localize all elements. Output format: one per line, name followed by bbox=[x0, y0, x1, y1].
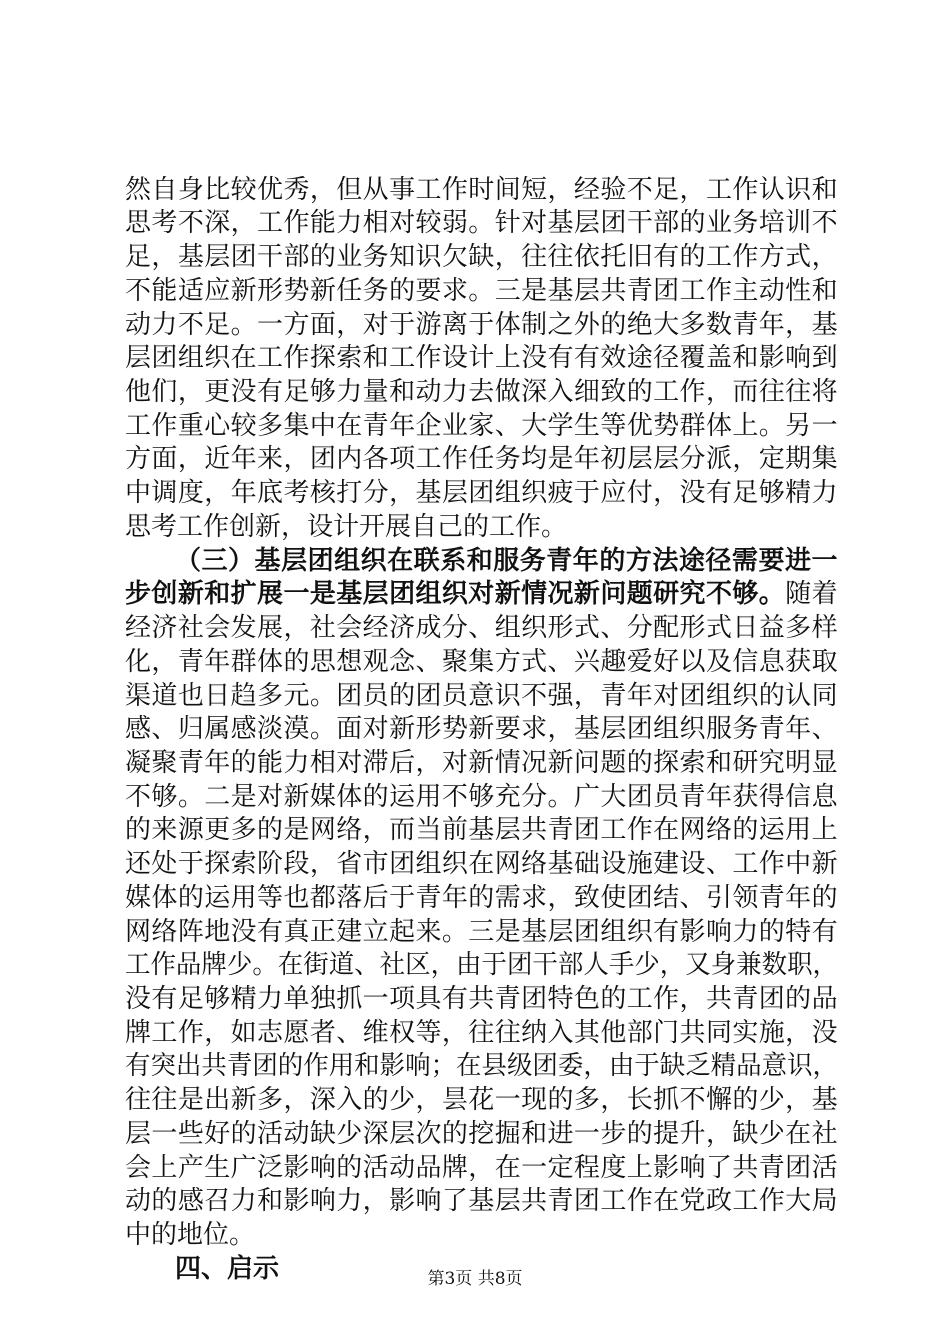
body-line-19: 还处于探索阶段，省市团组织在网络基础设施建设、工作中新 bbox=[125, 849, 839, 879]
body-line-6: 层团组织在工作探索和工作设计上没有有效途径覆盖和影响到 bbox=[125, 343, 839, 373]
body-line-25: 有突出共青团的作用和影响；在县级团委，由于缺乏精品意识， bbox=[125, 1051, 839, 1081]
section-heading-normal-text: 随着 bbox=[785, 579, 839, 609]
body-line-3: 足，基层团干部的业务知识欠缺，往往依托旧有的工作方式， bbox=[125, 242, 839, 272]
body-line-13: 化，青年群体的思想观念、聚集方式、兴趣爱好以及信息获取 bbox=[125, 647, 839, 677]
body-line-30: 中的地位。 bbox=[125, 1220, 256, 1250]
body-line-18: 的来源更多的是网络，而当前基层共青团工作在网络的运用上 bbox=[125, 815, 839, 845]
body-line-11: 思考工作创新，设计开展自己的工作。 bbox=[125, 512, 568, 542]
page-footer: 第3页 共8页 bbox=[427, 1269, 523, 1289]
section-heading-four: 四、启示 bbox=[175, 1254, 280, 1284]
body-line-24: 牌工作，如志愿者、维权等，往往纳入其他部门共同实施，没 bbox=[125, 1018, 839, 1048]
body-line-20: 媒体的运用等也都落后于青年的需求，致使团结、引领青年的 bbox=[125, 883, 839, 913]
body-line-23: 没有足够精力单独抓一项具有共青团特色的工作，共青团的品 bbox=[125, 984, 839, 1014]
section-heading-line-1: （三）基层团组织在联系和服务青年的方法途径需要进一 bbox=[175, 546, 839, 576]
body-line-1: 然自身比较优秀，但从事工作时间短，经验不足，工作认识和 bbox=[125, 175, 839, 205]
body-line-14: 渠道也日趋多元。团员的团员意识不强，青年对团组织的认同 bbox=[125, 681, 839, 711]
section-heading-line-2 bbox=[125, 577, 838, 611]
body-line-9: 方面，近年来，团内各项工作任务均是年初层层分派，定期集 bbox=[125, 444, 839, 474]
body-line-12: 经济社会发展，社会经济成分、组织形式、分配形式日益多样 bbox=[125, 613, 839, 643]
body-line-15: 感、归属感淡漠。面对新形势新要求，基层团组织服务青年、 bbox=[125, 714, 839, 744]
body-line-27: 层一些好的活动缺少深层次的挖掘和进一步的提升，缺少在社 bbox=[125, 1119, 839, 1149]
body-line-21: 网络阵地没有真正建立起来。三是基层团组织有影响力的特有 bbox=[125, 917, 839, 947]
body-line-5: 动力不足。一方面，对于游离于体制之外的绝大多数青年，基 bbox=[125, 310, 839, 340]
body-line-22: 工作品牌少。在街道、社区，由于团干部人手少，又身兼数职， bbox=[125, 950, 839, 980]
body-line-7: 他们，更没有足够力量和动力去做深入细致的工作，而往往将 bbox=[125, 377, 839, 407]
body-line-16: 凝聚青年的能力相对滞后，对新情况新问题的探索和研究明显 bbox=[125, 748, 839, 778]
section-heading-bold-text: 步创新和扩展一是基层团组织对新情况新问题研究不够。 bbox=[125, 579, 786, 609]
body-line-29: 动的感召力和影响力，影响了基层共青团工作在党政工作大局 bbox=[125, 1186, 839, 1216]
body-line-26: 往往是出新多，深入的少，昙花一现的多，长抓不懈的少，基 bbox=[125, 1085, 839, 1115]
body-line-2: 思考不深，工作能力相对较弱。针对基层团干部的业务培训不 bbox=[125, 208, 839, 238]
body-line-4: 不能适应新形势新任务的要求。三是基层共青团工作主动性和 bbox=[125, 276, 839, 306]
body-line-10: 中调度，年底考核打分，基层团组织疲于应付，没有足够精力 bbox=[125, 478, 839, 508]
body-line-28: 会上产生广泛影响的活动品牌，在一定程度上影响了共青团活 bbox=[125, 1153, 839, 1183]
body-line-8: 工作重心较多集中在青年企业家、大学生等优势群体上。另一 bbox=[125, 411, 839, 441]
body-line-17: 不够。二是对新媒体的运用不够充分。广大团员青年获得信息 bbox=[125, 782, 839, 812]
